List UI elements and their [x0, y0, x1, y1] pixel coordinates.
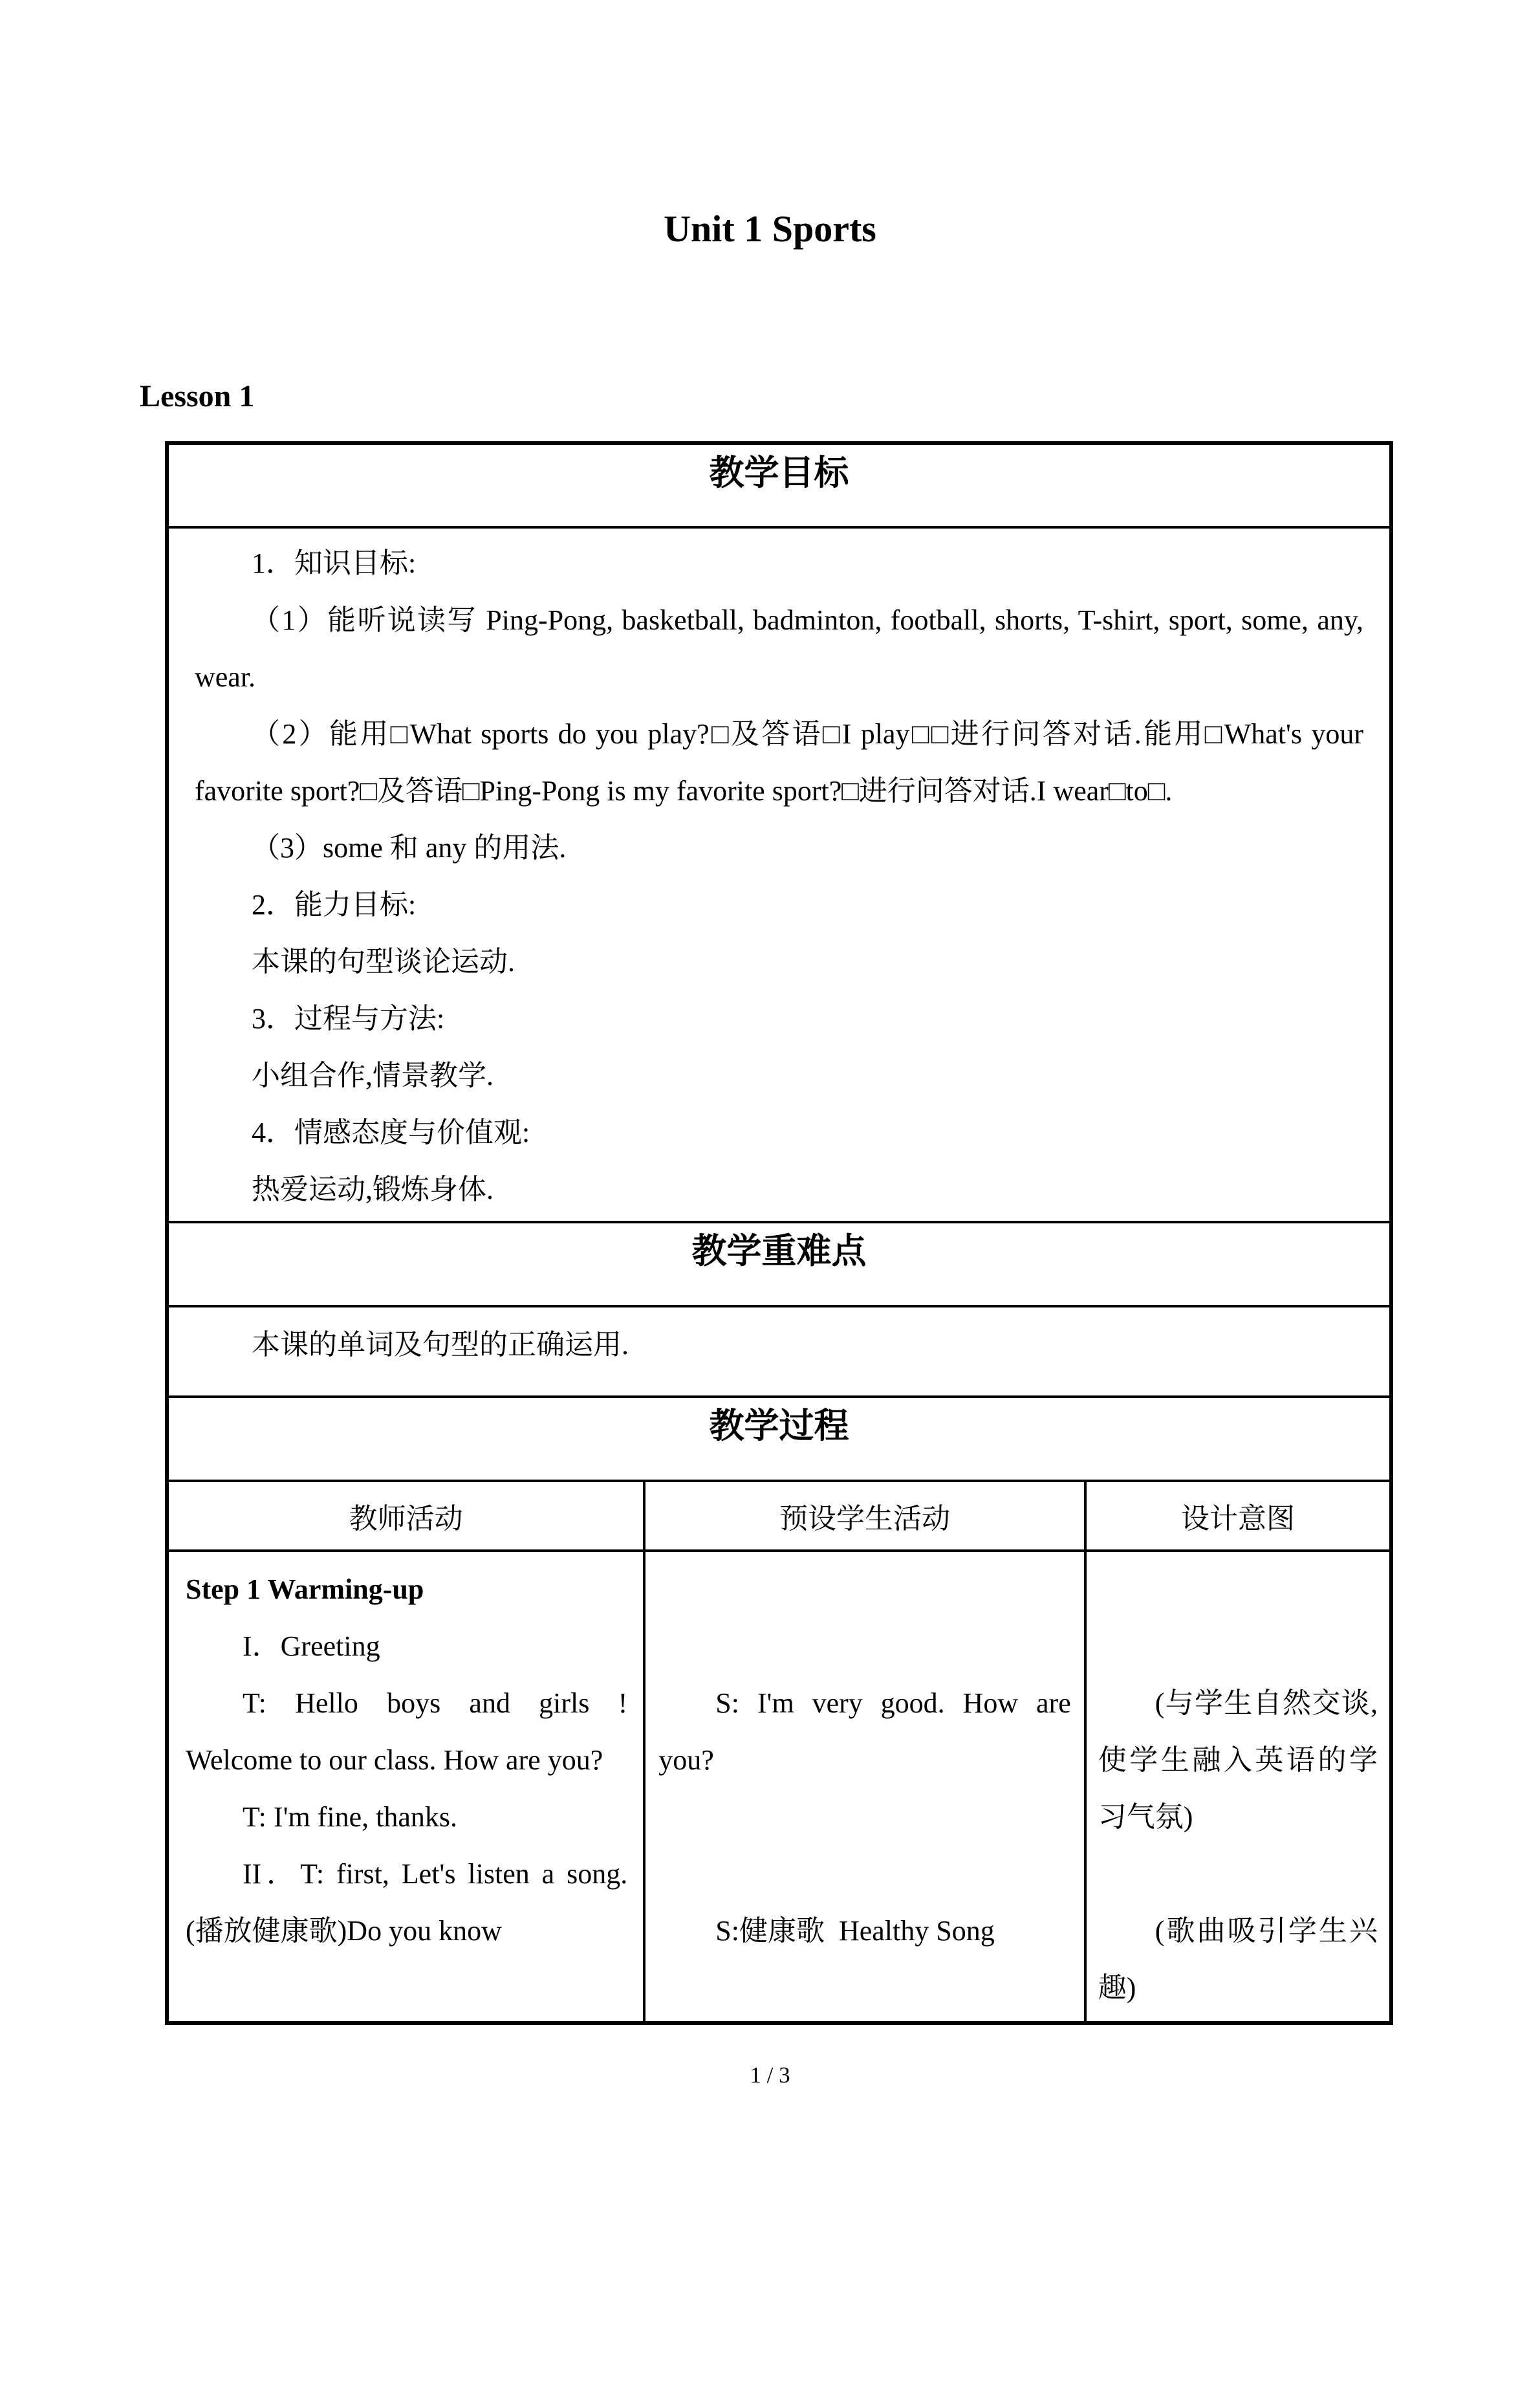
keypoints-header-row [167, 1222, 1391, 1306]
process-header-row [167, 1397, 1391, 1481]
section-header-keypoints: 教学重难点 [167, 1222, 1391, 1306]
keypoints-paragraph: 本课的单词及句型的正确运用. [252, 1329, 629, 1361]
objectives-content-cell [167, 527, 1391, 1222]
section-header-objectives: 教学目标 [167, 443, 1391, 527]
step-title: Step 1 Warming-up [186, 1573, 424, 1605]
section-header-process: 教学过程 [167, 1397, 1391, 1481]
teacher-activity-line: T: Hello boys and girls ! Welcome to our class. How are you? [186, 1687, 634, 1776]
objectives-header-row [167, 443, 1391, 527]
teacher-activity-line: II．T: first, Let's listen a song.(播放健康歌)Do you know [186, 1858, 628, 1947]
teacher-activity-line: T: I'm fine, thanks. [243, 1801, 457, 1833]
document-title: Unit 1 Sports [664, 208, 876, 250]
design-intent-item: (歌曲吸引学生兴趣) [1098, 1915, 1378, 2004]
student-activity-item: S:健康歌 Healthy Song [715, 1915, 995, 1947]
teacher-activity-line: I．Greeting [243, 1630, 380, 1662]
objectives-paragraph: （2）能用□What sports do you play?□及答语□I play□□进行问答对话.能用□What's your favorite sport?□及答语□Ping-Pong is my favorite sport?□进行问答对话.I wear□to□. [195, 718, 1371, 807]
objectives-paragraph: 3．过程与方法: [252, 1003, 445, 1034]
objectives-paragraph: 4．情感态度与价值观: [252, 1117, 530, 1148]
keypoints-content-cell [167, 1306, 1391, 1397]
objectives-paragraph: 1．知识目标: [252, 547, 417, 579]
column-header-student: 预设学生活动 [644, 1481, 1085, 1551]
student-activity-item: S: I'm very good. How are you? [658, 1687, 1078, 1776]
process-content-row [167, 1551, 1391, 2023]
teacher-activity-cell [167, 1551, 644, 2023]
design-intent-cell [1085, 1551, 1391, 2023]
objectives-content-row [167, 527, 1391, 1222]
process-column-header-row [167, 1481, 1391, 1551]
keypoints-content-row [167, 1306, 1391, 1397]
objectives-paragraph: 2．能力目标: [252, 889, 417, 921]
student-activity-cell [644, 1551, 1085, 2023]
lesson-heading: Lesson 1 [140, 379, 255, 413]
page-number: 1 / 3 [750, 2062, 790, 2088]
objectives-paragraph: 小组合作,情景教学. [252, 1060, 493, 1091]
column-header-teacher: 教师活动 [167, 1481, 644, 1551]
column-header-design: 设计意图 [1085, 1481, 1391, 1551]
objectives-paragraph: 本课的句型谈论运动. [252, 946, 515, 978]
objectives-paragraph: （3）some 和 any 的用法. [252, 832, 567, 864]
document-page [0, 206, 1540, 2090]
lesson-plan-table [165, 441, 1393, 2025]
objectives-paragraph: （1）能听说读写 Ping-Pong, basketball, badminton, football, shorts, T-shirt, sport, some, any, wear. [195, 604, 1371, 693]
design-intent-item: (与学生自然交谈,使学生融入英语的学习气氛) [1098, 1687, 1378, 1833]
objectives-paragraph: 热爱运动,锻炼身体. [252, 1174, 493, 1205]
